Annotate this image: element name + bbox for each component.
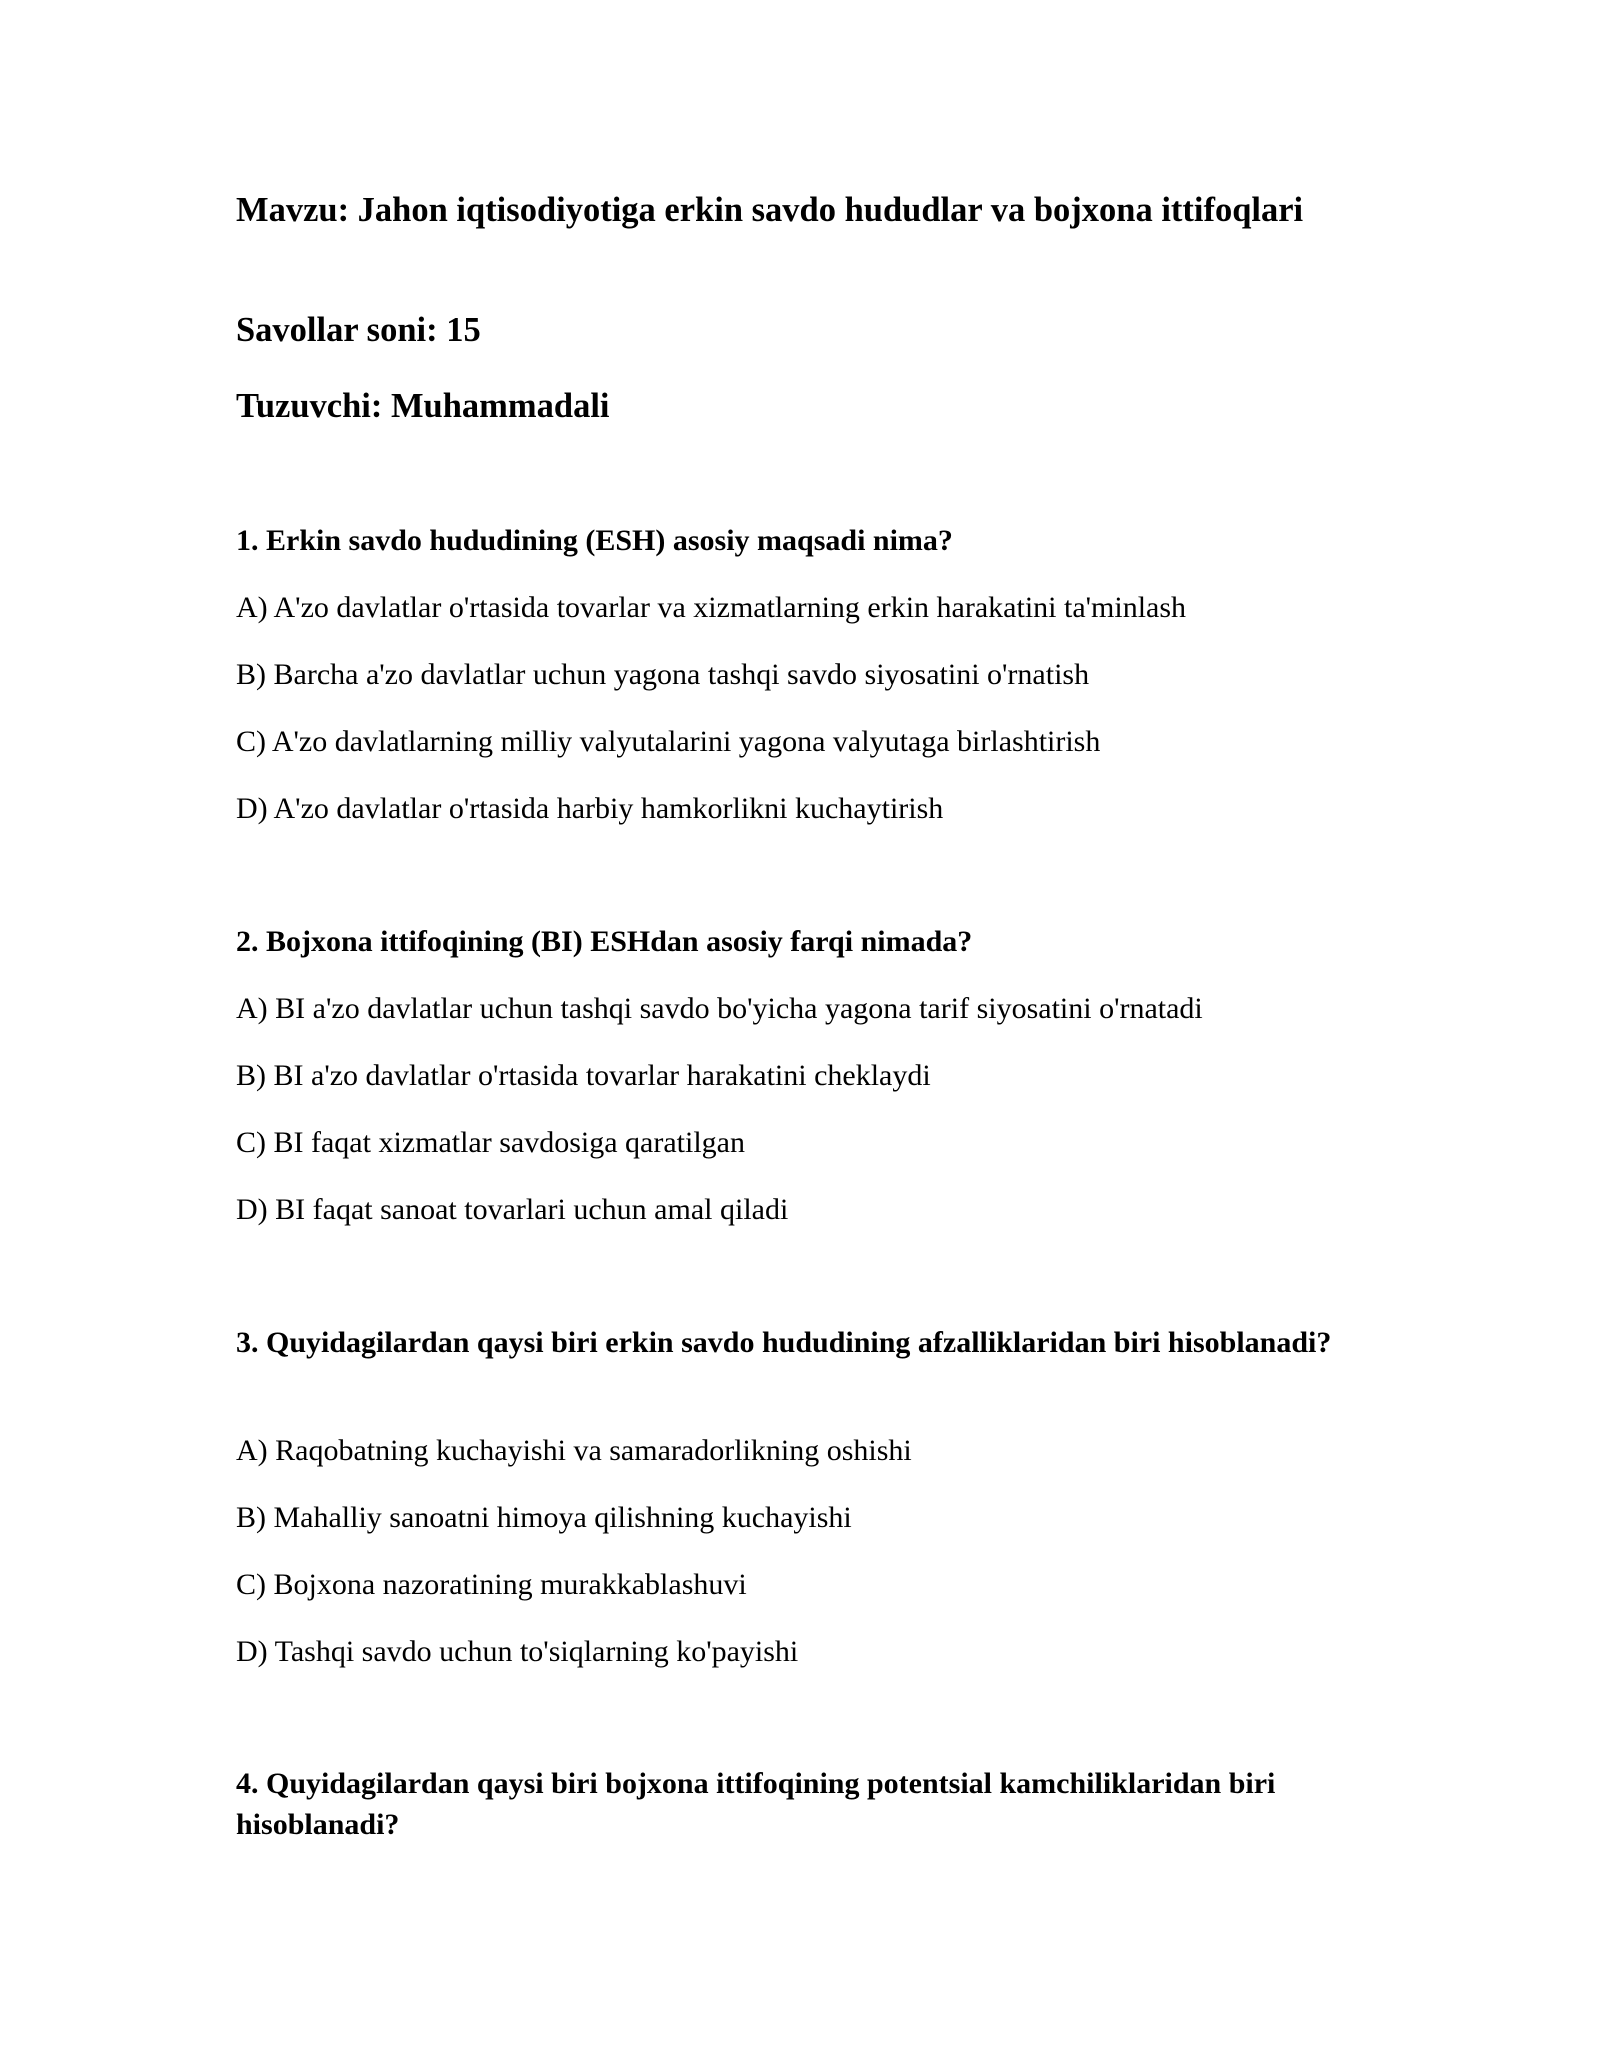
author-line: Tuzuvchi: Muhammadali bbox=[236, 387, 610, 425]
question-3-option-b: B) Mahalliy sanoatni himoya qilishning kuchayishi bbox=[236, 1501, 852, 1534]
question-1-option-d: D) A'zo davlatlar o'rtasida harbiy hamkorlikni kuchaytirish bbox=[236, 792, 944, 825]
question-count: Savollar soni: 15 bbox=[236, 311, 481, 349]
question-1-title: 1. Erkin savdo hududining (ESH) asosiy maqsadi nima? bbox=[236, 524, 953, 557]
question-1-option-a: A) A'zo davlatlar o'rtasida tovarlar va xizmatlarning erkin harakatini ta'minlash bbox=[236, 591, 1187, 624]
question-3-option-c: C) Bojxona nazoratining murakkablashuvi bbox=[236, 1568, 747, 1601]
question-1-option-c: C) A'zo davlatlarning milliy valyutalarini yagona valyutaga birlashtirish bbox=[236, 725, 1101, 758]
question-3-option-d: D) Tashqi savdo uchun to'siqlarning ko'payishi bbox=[236, 1635, 799, 1668]
question-1-option-b: B) Barcha a'zo davlatlar uchun yagona tashqi savdo siyosatini o'rnatish bbox=[236, 658, 1090, 691]
question-2-option-d: D) BI faqat sanoat tovarlari uchun amal qiladi bbox=[236, 1193, 789, 1226]
topic-heading: Mavzu: Jahon iqtisodiyotiga erkin savdo hududlar va bojxona ittifoqlari bbox=[236, 191, 1304, 229]
question-2-option-a: A) BI a'zo davlatlar uchun tashqi savdo bo'yicha yagona tarif siyosatini o'rnatadi bbox=[236, 992, 1203, 1025]
question-3-title: 3. Quyidagilardan qaysi biri erkin savdo hududining afzalliklaridan biri hisoblanadi? bbox=[236, 1326, 1332, 1359]
question-2-option-c: C) BI faqat xizmatlar savdosiga qaratilgan bbox=[236, 1126, 745, 1159]
question-4-title: 4. Quyidagilardan qaysi biri bojxona ittifoqining potentsial kamchiliklaridan biri hisoblanadi? bbox=[236, 1767, 1276, 1841]
question-3-option-a: A) Raqobatning kuchayishi va samaradorlikning oshishi bbox=[236, 1434, 912, 1467]
question-2-option-b: B) BI a'zo davlatlar o'rtasida tovarlar harakatini cheklaydi bbox=[236, 1059, 931, 1092]
question-2-title: 2. Bojxona ittifoqining (BI) ESHdan asosiy farqi nimada? bbox=[236, 925, 973, 958]
